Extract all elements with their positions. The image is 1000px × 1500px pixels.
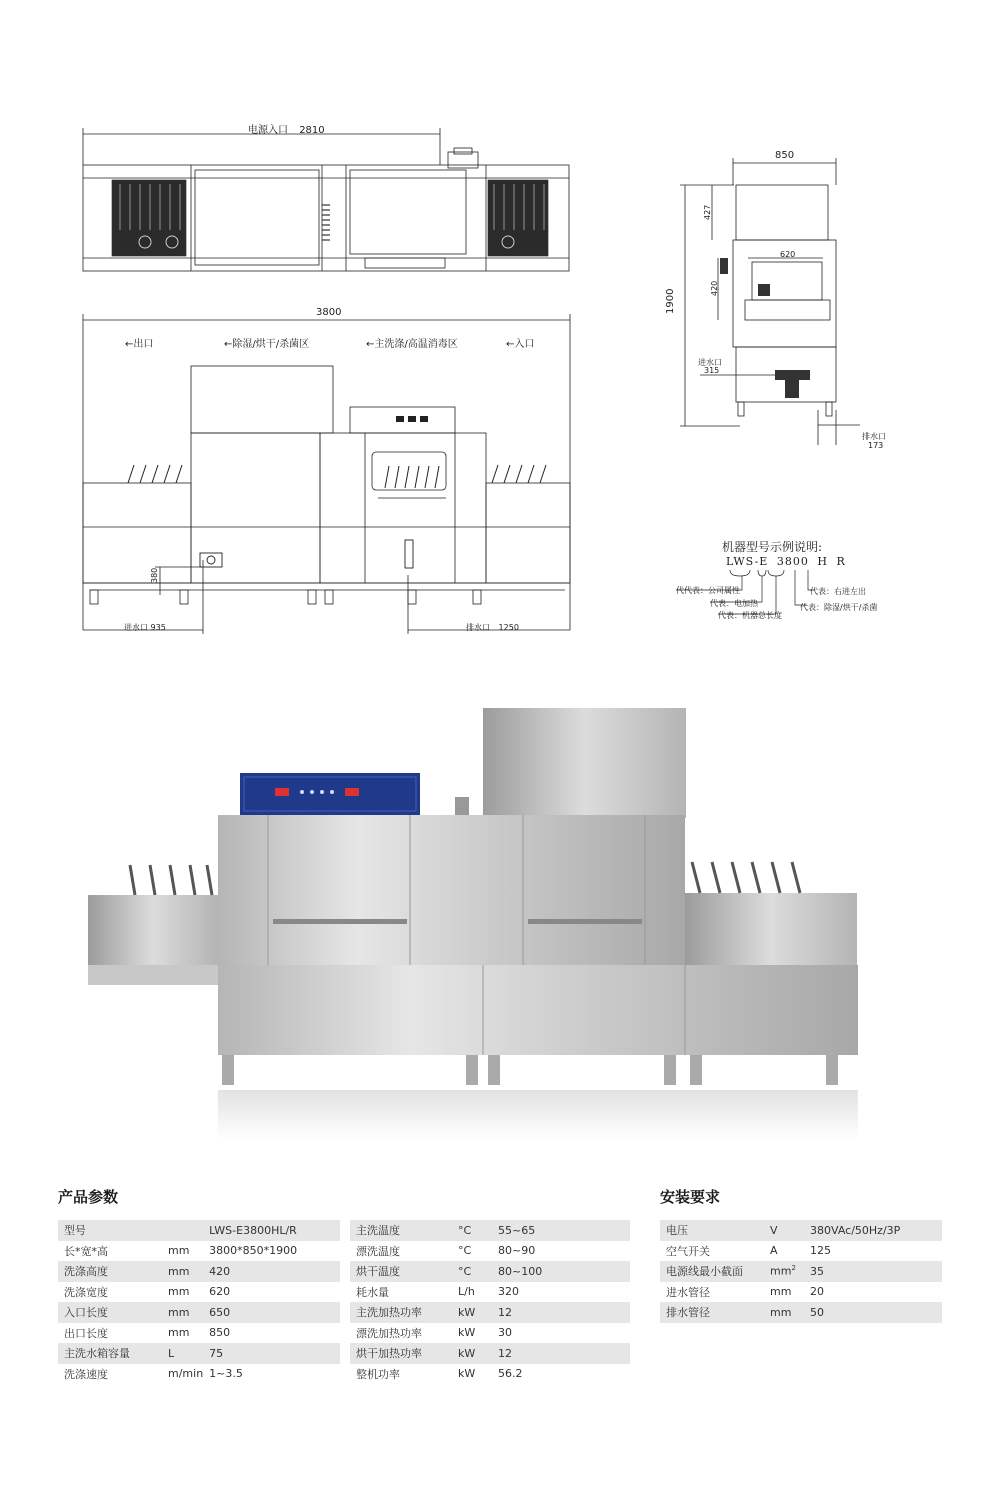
side-inlet-label: 进水口 xyxy=(698,358,722,367)
spec-row xyxy=(350,1241,630,1262)
spec-row xyxy=(660,1261,942,1282)
spec-row xyxy=(350,1302,630,1323)
params-title: 产品参数 xyxy=(58,1188,119,1206)
note-company: 代代表：公司属性 xyxy=(676,586,740,595)
spec-name: 入口长度 xyxy=(58,1302,162,1323)
spec-name: 漂洗温度 xyxy=(356,1244,400,1258)
spec-name: 进水管径 xyxy=(666,1285,710,1299)
model-heat-code: H xyxy=(817,555,828,568)
spec-name: 型号 xyxy=(58,1220,162,1241)
spec-unit: V xyxy=(764,1220,804,1241)
spec-value: 650 xyxy=(203,1302,340,1323)
power-inlet-dimension: 2810 xyxy=(299,125,325,136)
spec-name: 主洗温度 xyxy=(350,1220,452,1241)
model-dir-code: R xyxy=(836,555,846,568)
spec-row xyxy=(350,1220,630,1241)
spec-value: 380VAc/50Hz/3P xyxy=(804,1220,942,1241)
spec-unit: °C xyxy=(452,1220,492,1241)
side-view-drawing xyxy=(660,140,900,455)
front-drain-value: 1250 xyxy=(498,623,519,632)
spec-value: 80~100 xyxy=(492,1261,630,1282)
spec-name: 整机功率 xyxy=(356,1367,400,1381)
side-top-height-dimension: 427 xyxy=(703,204,712,220)
spec-unit: A xyxy=(770,1244,778,1258)
spec-unit-superscript: 2 xyxy=(791,1264,796,1273)
spec-row xyxy=(58,1364,340,1385)
spec-value: 20 xyxy=(810,1285,824,1299)
spec-unit: kW xyxy=(458,1367,476,1381)
spec-value: 3800*850*1900 xyxy=(209,1244,298,1258)
top-view-dimension xyxy=(248,121,325,136)
spec-name: 漂洗加热功率 xyxy=(356,1326,422,1340)
power-inlet-label: 电源入口 xyxy=(248,125,288,136)
front-inlet-value: 935 xyxy=(150,623,166,632)
spec-unit: mm xyxy=(168,1285,190,1299)
spec-unit: mm xyxy=(162,1302,203,1323)
spec-value: 620 xyxy=(209,1285,231,1299)
zone-dry-label: ←除湿/烘干/杀菌区 xyxy=(224,339,310,350)
zone-entry-label: ←入口 xyxy=(506,339,535,350)
spec-name: 电压 xyxy=(660,1220,764,1241)
spec-value: 12 xyxy=(492,1302,630,1323)
side-height-dimension: 1900 xyxy=(665,288,676,314)
spec-row xyxy=(58,1241,340,1262)
spec-value: 35 xyxy=(804,1261,942,1282)
spec-value: 50 xyxy=(804,1302,942,1323)
spec-unit: mm xyxy=(764,1302,804,1323)
front-total-length: 3800 xyxy=(316,307,342,318)
side-width-dimension: 850 xyxy=(775,150,795,161)
front-drain-label: 排水口 xyxy=(466,623,490,632)
spec-value: 55~65 xyxy=(492,1220,630,1241)
spec-value: LWS-E3800HL/R xyxy=(203,1220,340,1241)
spec-value: 75 xyxy=(203,1343,340,1364)
spec-row xyxy=(350,1343,630,1364)
spec-unit: °C xyxy=(458,1244,472,1258)
spec-row xyxy=(58,1261,340,1282)
note-length: 代表：机器总长度 xyxy=(718,611,782,620)
spec-row xyxy=(660,1282,942,1303)
spec-unit: m/min xyxy=(168,1367,204,1381)
spec-row xyxy=(58,1323,340,1344)
spec-value: 850 xyxy=(209,1326,231,1340)
spec-row xyxy=(58,1302,340,1323)
spec-row xyxy=(660,1302,942,1323)
spec-unit: L/h xyxy=(458,1285,475,1299)
spec-name: 烘干加热功率 xyxy=(350,1343,452,1364)
install-table xyxy=(660,1220,942,1323)
spec-unit: °C xyxy=(452,1261,492,1282)
spec-value: 1~3.5 xyxy=(209,1367,243,1381)
side-drain-value: 173 xyxy=(868,441,884,450)
spec-unit: mm xyxy=(168,1326,190,1340)
spec-unit: kW xyxy=(452,1343,492,1364)
params-right-body xyxy=(350,1220,630,1384)
spec-value: 320 xyxy=(498,1285,519,1299)
spec-value: 80~90 xyxy=(498,1244,536,1258)
zone-exit-label: ←出口 xyxy=(125,339,154,350)
model-length-code: 3800 xyxy=(776,555,809,568)
note-function: 代表：除湿/烘干/杀菌 xyxy=(800,603,878,612)
spec-row xyxy=(660,1220,942,1241)
spec-name: 洗涤宽度 xyxy=(64,1285,108,1299)
side-drain-label: 排水口 xyxy=(862,432,886,441)
spec-value: 56.2 xyxy=(498,1367,523,1381)
front-drain-dimension xyxy=(466,622,519,633)
model-prefix: LWS-E xyxy=(726,555,769,568)
note-direction: 代表：右进左出 xyxy=(810,587,866,596)
spec-row xyxy=(58,1220,340,1241)
model-code xyxy=(726,555,846,568)
side-inner-width-dimension: 620 xyxy=(780,250,796,259)
spec-name: 出口长度 xyxy=(64,1326,108,1340)
spec-unit-text: mm xyxy=(770,1265,792,1279)
spec-name: 排水管径 xyxy=(660,1302,764,1323)
spec-unit: L xyxy=(162,1343,203,1364)
spec-name: 电源线最小截面 xyxy=(660,1261,764,1282)
spec-name: 洗涤高度 xyxy=(58,1261,162,1282)
spec-row xyxy=(58,1343,340,1364)
params-table-left xyxy=(58,1220,340,1384)
front-inlet-label: 进水口 xyxy=(124,623,148,632)
spec-value: 125 xyxy=(810,1244,831,1258)
spec-name: 主洗加热功率 xyxy=(350,1302,452,1323)
spec-unit: mm xyxy=(770,1285,792,1299)
spec-value: 12 xyxy=(492,1343,630,1364)
spec-value: 30 xyxy=(498,1326,512,1340)
spec-name: 长*宽*高 xyxy=(64,1244,108,1258)
spec-name: 空气开关 xyxy=(666,1244,710,1258)
side-opening-height-dimension: 420 xyxy=(710,280,719,296)
spec-unit: mm xyxy=(168,1244,190,1258)
params-left-body xyxy=(58,1220,340,1384)
install-title: 安装要求 xyxy=(660,1188,721,1206)
spec-value: 420 xyxy=(203,1261,340,1282)
spec-row xyxy=(350,1261,630,1282)
dishwasher-product-image xyxy=(0,690,1000,1160)
side-inlet-value: 315 xyxy=(704,366,720,375)
spec-unit xyxy=(764,1261,804,1282)
model-legend-title: 机器型号示例说明: xyxy=(722,540,823,554)
spec-name: 主洗水箱容量 xyxy=(58,1343,162,1364)
spec-unit xyxy=(162,1220,203,1241)
spec-name: 洗涤速度 xyxy=(64,1367,108,1381)
inlet-height-dimension: 380 xyxy=(150,567,159,583)
spec-unit: kW xyxy=(452,1302,492,1323)
spec-row xyxy=(350,1323,630,1344)
spec-row xyxy=(350,1282,630,1303)
spec-row xyxy=(58,1282,340,1303)
spec-unit: mm xyxy=(162,1261,203,1282)
spec-name: 烘干温度 xyxy=(350,1261,452,1282)
params-table-right xyxy=(350,1220,630,1384)
zone-wash-label: ←主洗涤/高温消毒区 xyxy=(366,339,458,350)
spec-unit: kW xyxy=(458,1326,476,1340)
spec-row xyxy=(660,1241,942,1262)
note-heating: 代表：电加热 xyxy=(710,599,758,608)
spec-name: 耗水量 xyxy=(356,1285,389,1299)
front-inlet-dimension xyxy=(124,622,166,633)
spec-row xyxy=(350,1364,630,1385)
install-body xyxy=(660,1220,942,1323)
front-view-drawing xyxy=(0,300,660,645)
